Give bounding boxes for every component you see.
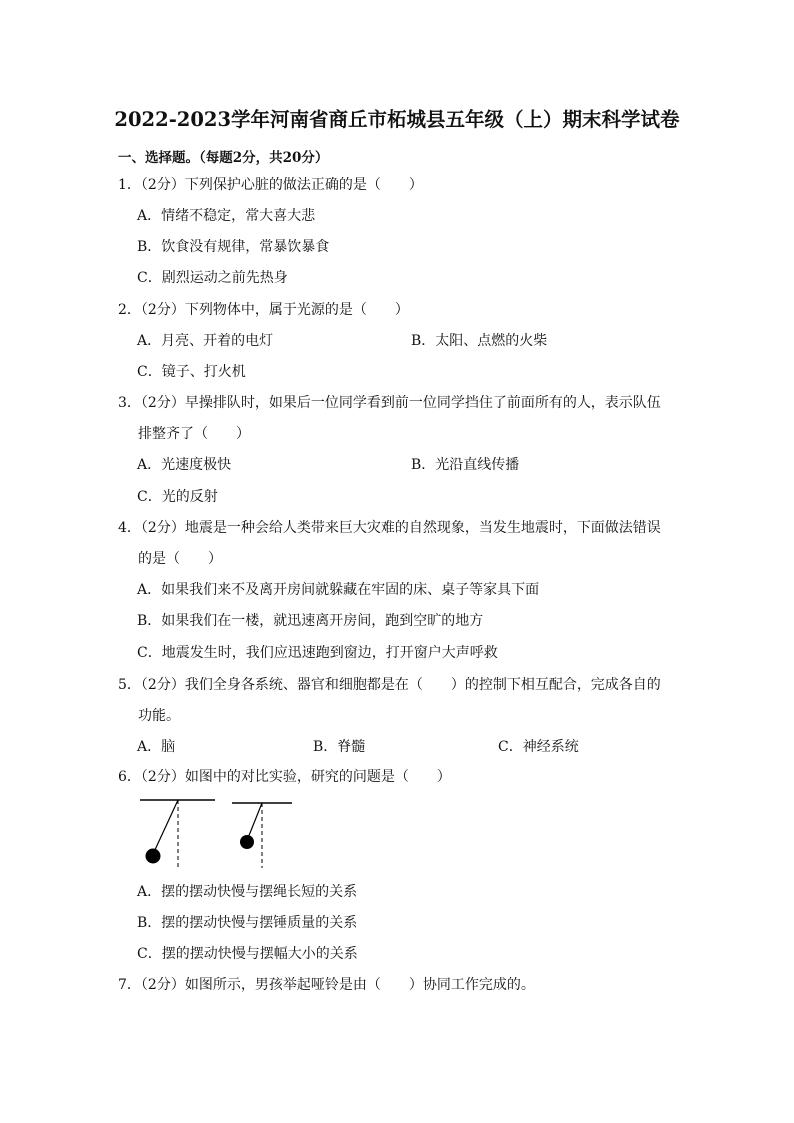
question-2-stem: 2．（2分）下列物体中，属于光源的是（ ） — [118, 302, 409, 318]
question-4-option-a: A．如果我们来不及离开房间就躲藏在牢固的床、桌子等家具下面 — [137, 582, 540, 598]
question-4-option-c: C．地震发生时，我们应迅速跑到窗边，打开窗户大声呼救 — [137, 645, 498, 661]
question-4-option-b: B．如果我们在一楼，就迅速离开房间，跑到空旷的地方 — [137, 613, 484, 629]
question-6-option-a: A．摆的摆动快慢与摆绳长短的关系 — [137, 884, 358, 900]
question-1-option-a: A．情绪不稳定，常大喜大悲 — [137, 208, 316, 224]
question-5-option-c: C．神经系统 — [498, 739, 579, 755]
question-6-option-c: C．摆的摆动快慢与摆幅大小的关系 — [137, 946, 358, 962]
question-3-option-c: C．光的反射 — [137, 489, 218, 505]
question-6-stem: 6．（2分）如图中的对比实验，研究的问题是（ ） — [118, 769, 451, 785]
question-6-option-b: B．摆的摆动快慢与摆锤质量的关系 — [137, 915, 358, 931]
section-heading: 一、选择题。（每题2分，共20分） — [118, 150, 329, 166]
pendulum-long — [140, 800, 215, 868]
question-3-option-b: B．光沿直线传播 — [411, 457, 520, 473]
question-1-option-b: B．饮食没有规律，常暴饮暴食 — [137, 239, 330, 255]
question-2-option-a: A．月亮、开着的电灯 — [137, 333, 274, 349]
question-3-stem: 3．（2分）早操排队时，如果后一位同学看到前一位同学挡住了前面所有的人，表示队伍 — [118, 395, 661, 411]
pendulum-short — [232, 803, 292, 868]
question-5-stem-continued: 功能。 — [138, 708, 180, 724]
question-1-stem: 1．（2分）下列保护心脏的做法正确的是（ ） — [118, 177, 423, 193]
question-4-stem-continued: 的是（ ） — [138, 551, 222, 567]
question-2-option-c: C．镜子、打火机 — [137, 364, 246, 380]
question-3-option-a: A．光速度极快 — [137, 457, 232, 473]
question-5-stem: 5．（2分）我们全身各系统、器官和细胞都是在（ ）的控制下相互配合，完成各自的 — [118, 677, 661, 693]
question-5-option-a: A．脑 — [137, 739, 176, 755]
question-7-stem: 7．（2分）如图所示，男孩举起哑铃是由（ ）协同工作完成的。 — [118, 977, 535, 993]
question-4-stem: 4．（2分）地震是一种会给人类带来巨大灾难的自然现象，当发生地震时，下面做法错误 — [118, 520, 661, 536]
question-5-option-b: B．脊髓 — [313, 739, 366, 755]
question-1-option-c: C．剧烈运动之前先热身 — [137, 270, 288, 286]
question-2-option-b: B．太阳、点燃的火柴 — [411, 333, 548, 349]
question-3-stem-continued: 排整齐了（ ） — [138, 426, 250, 442]
page-title: 2022-2023学年河南省商丘市柘城县五年级（上）期末科学试卷 — [114, 108, 680, 131]
pendulum-diagram — [140, 796, 300, 870]
